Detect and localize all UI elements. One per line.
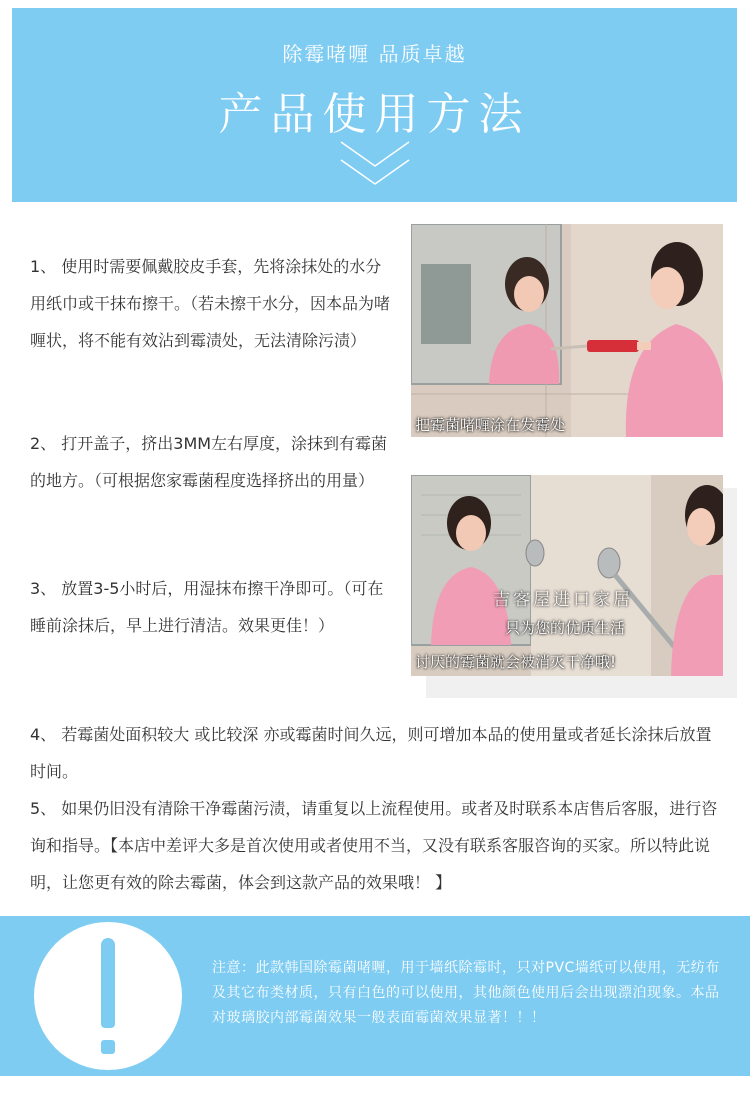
exclamation-dot — [101, 1040, 115, 1054]
bathroom-scene-illustration-2 — [411, 475, 723, 676]
step-5 — [30, 790, 720, 901]
header-subtitle: 除霉啫喱 品质卓越 — [282, 42, 467, 66]
step-3 — [30, 570, 390, 644]
photo-2-caption: 讨厌的霉菌就会被消灭干净哦! — [415, 653, 617, 671]
notice-text: 注意：此款韩国除霉菌啫喱，用于墙纸除霉时，只对PVC墙纸可以使用，无纺布及其它布类材质，只有白色的可以使用，其他颜色使用后会出现漂泊现象。本品对玻璃胶内部霉菌效果一般表面霉菌效果显著！！！ — [212, 960, 720, 1026]
step-5-text: 5、 如果仍旧没有清除干净霉菌污渍，请重复以上流程使用。或者及时联系本店售后客服，进行咨询和指导。【本店中差评大多是首次使用或者使用不当，又没有联系客服咨询的买家。所以特此说明，让您更有效的除去霉菌，体会到这款产品的效果哦！ 】 — [30, 799, 718, 892]
step-2 — [30, 425, 390, 499]
photo-apply-gel — [411, 224, 723, 437]
step-4 — [30, 716, 720, 790]
step-1 — [30, 248, 390, 359]
photo-1-caption: 把霉菌啫喱涂在发霉处 — [415, 416, 566, 434]
header-banner — [12, 8, 737, 202]
double-chevron-down-icon — [339, 140, 411, 190]
photo-2-slogan: 只为您的优质生活 — [505, 619, 626, 637]
step-2-text: 2、 打开盖子，挤出3MM左右厚度，涂抹到有霉菌的地方。（可根据您家霉菌程度选择挤出的用量） — [30, 434, 388, 490]
page-title: 产品使用方法 — [218, 89, 531, 140]
step-3-text: 3、 放置3-5小时后，用湿抹布擦干净即可。（可在睡前涂抹后，早上进行清洁。效果更佳！） — [30, 579, 384, 635]
notice-banner — [0, 916, 750, 1076]
photo-2-watermark: 吉客屋进口家居 — [493, 590, 633, 610]
exclamation-bar — [101, 938, 115, 1028]
bathroom-scene-illustration — [411, 224, 723, 437]
step-1-text: 1、 使用时需要佩戴胶皮手套，先将涂抹处的水分用纸巾或干抹布擦干。（若未擦干水分，因本品为啫喱状，将不能有效沾到霉渍处，无法清除污渍） — [30, 257, 391, 350]
photo-wipe-clean — [411, 475, 723, 676]
step-4-text: 4、 若霉菌处面积较大 或比较深 亦或霉菌时间久远，则可增加本品的使用量或者延长涂抹后放置时间。 — [30, 725, 712, 781]
